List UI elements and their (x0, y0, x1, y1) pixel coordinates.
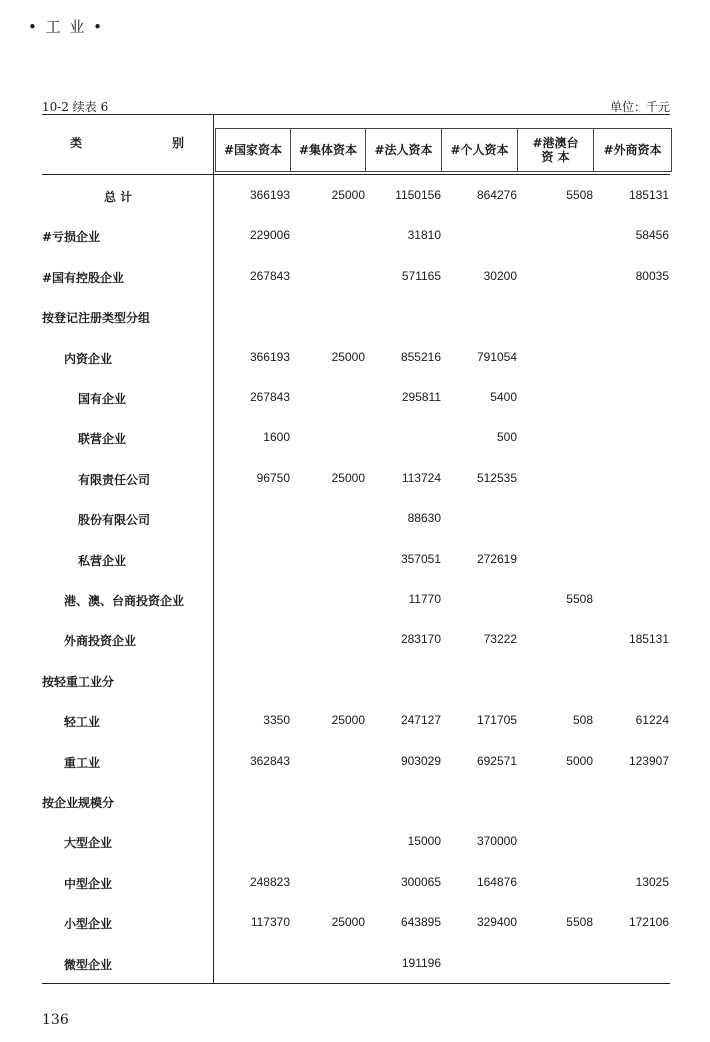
table-cell: 13025 (635, 874, 669, 889)
table-cell: 191196 (401, 955, 441, 970)
table-row (42, 915, 670, 935)
table-cell: 61224 (635, 713, 669, 728)
table-cell: 25000 (331, 188, 365, 202)
column-header: #国家资本 (215, 128, 291, 172)
table-cell: 30200 (483, 268, 517, 283)
table-cell: 73222 (483, 632, 517, 647)
row-label: 股份有限公司 (78, 513, 151, 528)
section-header: • 工 业 • (28, 18, 104, 36)
table-cell: 185131 (628, 188, 669, 202)
table-cell: 366193 (249, 188, 290, 202)
table-cell: 3350 (263, 713, 290, 728)
table-row (42, 632, 670, 652)
row-label: 内资企业 (64, 351, 113, 366)
table-row (42, 430, 670, 450)
table-cell: 229006 (249, 228, 290, 243)
table-row (42, 834, 670, 854)
table-row (42, 673, 670, 693)
table-row (42, 390, 670, 410)
table-cell: 31810 (407, 228, 441, 243)
table-cell: 25000 (331, 470, 365, 485)
page-number: 136 (42, 1012, 69, 1028)
table-cell: 643895 (400, 915, 441, 930)
table-caption: 10-2 续表 6 (42, 100, 109, 114)
table-cell: 185131 (628, 632, 669, 647)
table-cell: 283170 (400, 632, 441, 647)
row-label: 国有企业 (78, 392, 127, 406)
table-cell: 25000 (331, 713, 365, 728)
row-label: 按轻重工业分 (42, 674, 115, 689)
table-cell: 267843 (249, 268, 290, 283)
table-cell: 113724 (401, 470, 441, 485)
table-cell: 366193 (249, 349, 290, 364)
row-label: 私营企业 (78, 553, 127, 568)
table-cell: 329400 (476, 915, 517, 930)
table-row (42, 188, 670, 208)
table-row (42, 754, 670, 774)
row-label: 重工业 (64, 755, 101, 770)
table-cell: 96750 (256, 470, 290, 485)
table-cell: 88630 (407, 511, 441, 526)
stub-header-right: 别 (172, 136, 185, 150)
column-header: #港澳台 资 本 (517, 128, 594, 172)
table-cell: 791054 (476, 349, 517, 364)
table-bottom-rule (42, 983, 670, 984)
column-header: #集体资本 (290, 128, 366, 172)
row-label: 外商投资企业 (64, 634, 137, 649)
row-label: #国有控股企业 (42, 270, 125, 285)
table-cell: 300065 (400, 874, 441, 889)
table-cell: 295811 (401, 390, 441, 404)
table-cell: 571165 (401, 268, 441, 283)
row-label: 中型企业 (64, 876, 113, 891)
row-label: 微型企业 (64, 957, 113, 972)
table-cell: 11770 (408, 592, 441, 606)
table-cell: 855216 (400, 349, 441, 364)
table-cell: 1150156 (395, 188, 441, 202)
table-cell: 267843 (249, 390, 290, 404)
table-row (42, 269, 670, 289)
table-cell: 370000 (476, 834, 517, 849)
table-cell: 500 (496, 430, 517, 445)
row-label: 有限责任公司 (78, 472, 151, 487)
table-cell: 248823 (249, 874, 290, 889)
table-cell: 247127 (400, 713, 441, 728)
table-cell: 25000 (331, 915, 365, 930)
table-cell: 123907 (628, 753, 669, 768)
row-label: 按企业规模分 (42, 796, 115, 810)
table-row (42, 309, 670, 329)
table-cell: 5508 (566, 915, 593, 930)
table-cell: 172106 (628, 915, 669, 930)
table-row (42, 794, 670, 814)
table-cell: 272619 (476, 551, 517, 566)
row-label: 轻工业 (64, 715, 101, 730)
table-top-rule (42, 114, 670, 115)
table-cell: 58456 (635, 228, 669, 243)
row-label: 总 计 (104, 190, 133, 204)
table-row (42, 592, 670, 612)
table-cell: 508 (572, 713, 593, 728)
header-bottom-rule (42, 174, 670, 175)
table-cell: 5400 (490, 390, 517, 404)
table-cell: 25000 (331, 349, 365, 364)
table-cell: 903029 (400, 753, 441, 768)
table-row (42, 956, 670, 976)
row-label: 小型企业 (64, 917, 113, 932)
table-cell: 164876 (476, 874, 517, 889)
table-cell: 80035 (635, 268, 669, 283)
table-cell: 692571 (476, 753, 517, 768)
table-cell: 5000 (566, 753, 593, 768)
table-row (42, 471, 670, 491)
stub-header-left: 类 (70, 136, 83, 150)
table-cell: 171705 (476, 713, 517, 728)
table-cell: 362843 (249, 753, 290, 768)
table-row (42, 713, 670, 733)
column-header: #个人资本 (441, 128, 518, 172)
table-row (42, 350, 670, 370)
column-header: #法人资本 (365, 128, 442, 172)
table-row (42, 511, 670, 531)
table-cell: 357051 (400, 551, 441, 566)
table-cell: 15000 (407, 834, 441, 849)
table-row (42, 228, 670, 248)
row-label: 大型企业 (64, 836, 113, 851)
unit-label: 单位：千元 (609, 100, 670, 114)
table-row (42, 875, 670, 895)
table-cell: 117370 (250, 915, 290, 930)
table-row (42, 552, 670, 572)
row-label: 按登记注册类型分组 (42, 311, 151, 326)
row-label: 联营企业 (78, 432, 127, 447)
row-label: #亏损企业 (42, 230, 101, 245)
table-cell: 5508 (566, 592, 593, 606)
column-header: #外商资本 (593, 128, 672, 172)
row-label: 港、澳、台商投资企业 (64, 594, 185, 608)
table-cell: 5508 (566, 188, 593, 202)
table-cell: 512535 (476, 470, 517, 485)
table-cell: 1600 (263, 430, 290, 445)
table-cell: 864276 (476, 188, 517, 202)
